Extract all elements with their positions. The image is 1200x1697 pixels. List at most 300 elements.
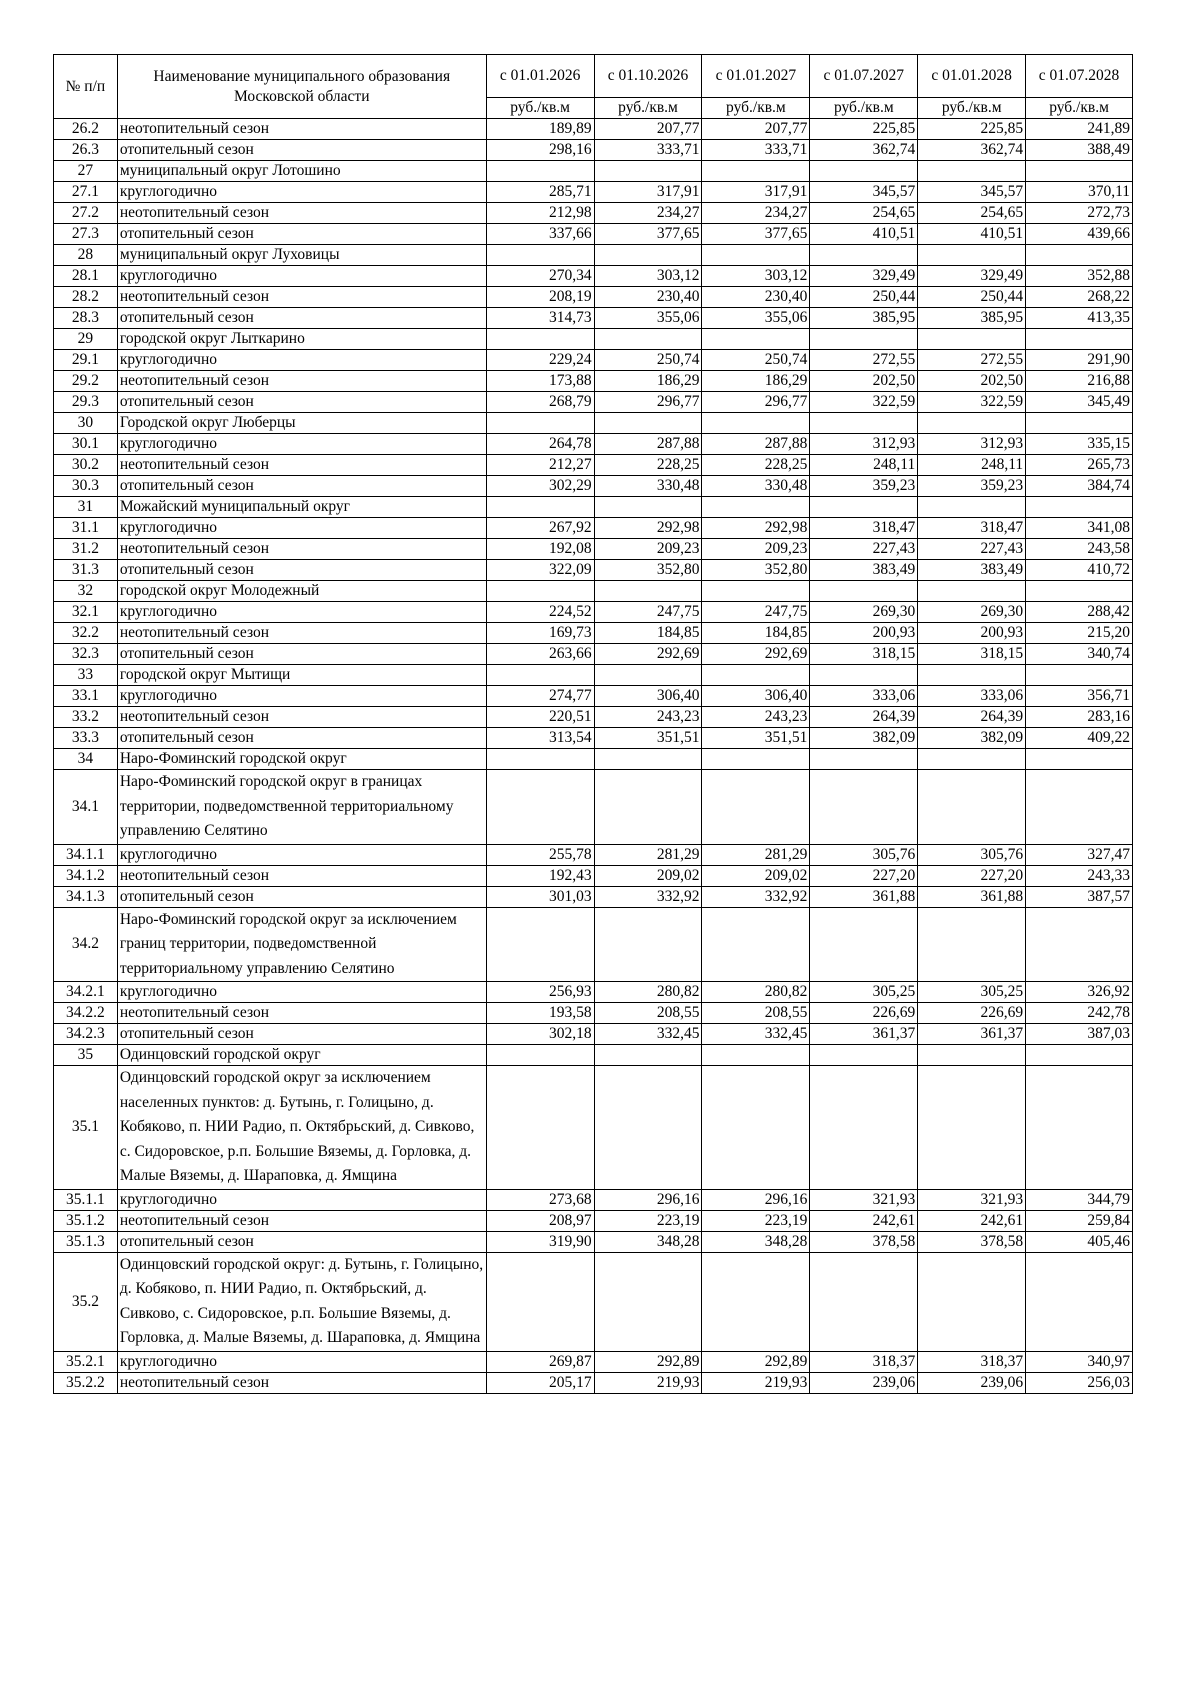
tariff-value: 377,65 xyxy=(594,224,702,245)
tariff-value: 291,90 xyxy=(1026,350,1133,371)
row-number: 32.2 xyxy=(54,623,118,644)
tariff-value: 254,65 xyxy=(918,203,1026,224)
row-name: Городской округ Люберцы xyxy=(117,413,486,434)
tariff-value xyxy=(486,245,594,266)
tariff-value: 256,03 xyxy=(1026,1372,1133,1393)
tariff-value: 405,46 xyxy=(1026,1231,1133,1252)
tariff-value xyxy=(1026,907,1133,982)
tariff-value xyxy=(702,1252,810,1351)
tariff-value xyxy=(810,413,918,434)
row-name: круглогодично xyxy=(117,686,486,707)
table-row xyxy=(54,455,1133,476)
tariff-value: 226,69 xyxy=(918,1003,1026,1024)
row-number: 30 xyxy=(54,413,118,434)
tariff-value: 370,11 xyxy=(1026,182,1133,203)
table-row xyxy=(54,224,1133,245)
tariff-value xyxy=(810,1066,918,1190)
row-name: круглогодично xyxy=(117,1351,486,1372)
tariff-value: 250,44 xyxy=(918,287,1026,308)
tariff-value: 274,77 xyxy=(486,686,594,707)
row-name: неотопительный сезон xyxy=(117,1210,486,1231)
table-row xyxy=(54,707,1133,728)
tariff-value: 302,29 xyxy=(486,476,594,497)
tariff-value xyxy=(702,1066,810,1190)
row-name: круглогодично xyxy=(117,1189,486,1210)
header-unit: руб./кв.м xyxy=(702,98,810,119)
tariff-value: 361,88 xyxy=(810,886,918,907)
table-row xyxy=(54,1003,1133,1024)
tariff-value: 317,91 xyxy=(702,182,810,203)
tariff-value: 355,06 xyxy=(594,308,702,329)
row-number: 34.1 xyxy=(54,770,118,845)
row-name: отопительный сезон xyxy=(117,1231,486,1252)
tariff-value: 270,34 xyxy=(486,266,594,287)
table-row xyxy=(54,413,1133,434)
tariff-value: 439,66 xyxy=(1026,224,1133,245)
tariff-value: 263,66 xyxy=(486,644,594,665)
tariff-value: 361,88 xyxy=(918,886,1026,907)
table-row xyxy=(54,728,1133,749)
tariff-value: 312,93 xyxy=(918,434,1026,455)
tariff-value: 333,06 xyxy=(810,686,918,707)
tariff-value: 212,27 xyxy=(486,455,594,476)
table-row xyxy=(54,119,1133,140)
tariff-value: 269,30 xyxy=(810,602,918,623)
tariff-value: 228,25 xyxy=(594,455,702,476)
table-row xyxy=(54,350,1133,371)
tariff-value: 377,65 xyxy=(702,224,810,245)
tariff-value: 305,76 xyxy=(918,844,1026,865)
tariff-value xyxy=(1026,749,1133,770)
header-unit: руб./кв.м xyxy=(1026,98,1133,119)
row-name: Наро-Фоминский городской округ xyxy=(117,749,486,770)
tariff-value xyxy=(810,329,918,350)
tariff-value xyxy=(1026,1045,1133,1066)
tariff-value: 332,45 xyxy=(594,1024,702,1045)
row-number: 35.2.2 xyxy=(54,1372,118,1393)
tariff-value: 359,23 xyxy=(918,476,1026,497)
tariff-value xyxy=(486,161,594,182)
row-number: 26.2 xyxy=(54,119,118,140)
row-number: 34.1.2 xyxy=(54,865,118,886)
row-name: городской округ Мытищи xyxy=(117,665,486,686)
row-number: 31.3 xyxy=(54,560,118,581)
tariff-value: 410,51 xyxy=(810,224,918,245)
table-row xyxy=(54,560,1133,581)
tariff-value: 272,55 xyxy=(918,350,1026,371)
table-row xyxy=(54,1252,1133,1351)
row-name: отопительный сезон xyxy=(117,644,486,665)
row-number: 28.3 xyxy=(54,308,118,329)
header-date: с 01.07.2028 xyxy=(1026,55,1133,98)
header-date: с 01.01.2026 xyxy=(486,55,594,98)
row-number: 31.2 xyxy=(54,539,118,560)
row-name: отопительный сезон xyxy=(117,728,486,749)
tariff-value xyxy=(1026,1066,1133,1190)
row-number: 29.3 xyxy=(54,392,118,413)
tariff-value: 329,49 xyxy=(918,266,1026,287)
tariff-value: 383,49 xyxy=(810,560,918,581)
tariff-value xyxy=(594,329,702,350)
tariff-value: 378,58 xyxy=(918,1231,1026,1252)
row-name: неотопительный сезон xyxy=(117,119,486,140)
tariff-value: 280,82 xyxy=(594,982,702,1003)
tariff-value: 332,92 xyxy=(594,886,702,907)
table-row xyxy=(54,266,1133,287)
table-row xyxy=(54,907,1133,982)
tariff-value: 292,69 xyxy=(702,644,810,665)
table-row xyxy=(54,886,1133,907)
row-name: неотопительный сезон xyxy=(117,455,486,476)
tariff-value: 268,22 xyxy=(1026,287,1133,308)
tariff-value: 230,40 xyxy=(594,287,702,308)
tariff-value xyxy=(918,907,1026,982)
tariff-value: 267,92 xyxy=(486,518,594,539)
tariff-value xyxy=(486,413,594,434)
row-name: отопительный сезон xyxy=(117,886,486,907)
tariff-value xyxy=(486,329,594,350)
tariff-value xyxy=(702,749,810,770)
tariff-value xyxy=(918,329,1026,350)
row-name: неотопительный сезон xyxy=(117,371,486,392)
tariff-value xyxy=(810,665,918,686)
table-row xyxy=(54,581,1133,602)
header-date: с 01.10.2026 xyxy=(594,55,702,98)
tariff-value: 200,93 xyxy=(810,623,918,644)
tariff-value: 208,97 xyxy=(486,1210,594,1231)
row-number: 32.1 xyxy=(54,602,118,623)
row-number: 35.1 xyxy=(54,1066,118,1190)
tariff-value xyxy=(810,749,918,770)
tariff-value: 322,09 xyxy=(486,560,594,581)
tariff-value: 202,50 xyxy=(918,371,1026,392)
tariff-value: 340,97 xyxy=(1026,1351,1133,1372)
tariff-value: 318,47 xyxy=(918,518,1026,539)
row-name: отопительный сезон xyxy=(117,308,486,329)
tariff-value: 385,95 xyxy=(918,308,1026,329)
row-number: 35.1.2 xyxy=(54,1210,118,1231)
row-number: 27 xyxy=(54,161,118,182)
row-number: 31.1 xyxy=(54,518,118,539)
tariff-value: 226,69 xyxy=(810,1003,918,1024)
tariff-value xyxy=(702,581,810,602)
tariff-value: 306,40 xyxy=(594,686,702,707)
tariff-value xyxy=(702,770,810,845)
row-number: 34.2.2 xyxy=(54,1003,118,1024)
table-row xyxy=(54,392,1133,413)
tariff-value: 341,08 xyxy=(1026,518,1133,539)
tariff-value: 227,20 xyxy=(810,865,918,886)
header-date: с 01.01.2027 xyxy=(702,55,810,98)
tariff-value: 242,61 xyxy=(918,1210,1026,1231)
tariff-value: 337,66 xyxy=(486,224,594,245)
tariff-value: 256,93 xyxy=(486,982,594,1003)
table-row xyxy=(54,182,1133,203)
tariff-value xyxy=(594,245,702,266)
table-row xyxy=(54,518,1133,539)
tariff-value: 305,76 xyxy=(810,844,918,865)
tariff-value xyxy=(1026,161,1133,182)
tariff-value: 242,61 xyxy=(810,1210,918,1231)
tariff-value: 239,06 xyxy=(918,1372,1026,1393)
tariff-value: 359,23 xyxy=(810,476,918,497)
tariff-value xyxy=(1026,665,1133,686)
tariff-value: 409,22 xyxy=(1026,728,1133,749)
tariff-value: 296,16 xyxy=(594,1189,702,1210)
tariff-value xyxy=(810,245,918,266)
tariff-value: 326,92 xyxy=(1026,982,1133,1003)
tariff-value: 314,73 xyxy=(486,308,594,329)
tariff-value: 296,16 xyxy=(702,1189,810,1210)
tariff-value xyxy=(486,1045,594,1066)
tariff-value: 318,47 xyxy=(810,518,918,539)
table-row xyxy=(54,245,1133,266)
tariff-value xyxy=(810,161,918,182)
tariff-value: 306,40 xyxy=(702,686,810,707)
tariff-value: 302,18 xyxy=(486,1024,594,1045)
row-name: Наро-Фоминский городской округ за исключением границ территории, подведомственной территориальному управлению Селятино xyxy=(117,907,486,982)
table-row xyxy=(54,1231,1133,1252)
tariff-value: 280,82 xyxy=(702,982,810,1003)
tariff-value: 345,57 xyxy=(810,182,918,203)
row-number: 28 xyxy=(54,245,118,266)
tariff-value: 243,33 xyxy=(1026,865,1133,886)
tariff-value: 333,06 xyxy=(918,686,1026,707)
table-row xyxy=(54,1024,1133,1045)
row-number: 27.2 xyxy=(54,203,118,224)
tariff-value: 186,29 xyxy=(594,371,702,392)
row-number: 32.3 xyxy=(54,644,118,665)
tariff-value xyxy=(594,413,702,434)
tariff-value xyxy=(810,581,918,602)
table-row xyxy=(54,1372,1133,1393)
row-number: 28.1 xyxy=(54,266,118,287)
tariff-value: 250,74 xyxy=(702,350,810,371)
tariff-value: 382,09 xyxy=(918,728,1026,749)
tariff-value: 234,27 xyxy=(594,203,702,224)
tariff-value: 272,73 xyxy=(1026,203,1133,224)
tariff-value: 189,89 xyxy=(486,119,594,140)
tariff-value xyxy=(918,1045,1026,1066)
tariff-value: 230,40 xyxy=(702,287,810,308)
tariff-value: 229,24 xyxy=(486,350,594,371)
tariff-value: 227,43 xyxy=(810,539,918,560)
row-name: городской округ Молодежный xyxy=(117,581,486,602)
tariff-value: 356,71 xyxy=(1026,686,1133,707)
row-name: круглогодично xyxy=(117,350,486,371)
tariff-value: 296,77 xyxy=(594,392,702,413)
table-row xyxy=(54,982,1133,1003)
tariff-value: 318,15 xyxy=(918,644,1026,665)
tariff-value: 273,68 xyxy=(486,1189,594,1210)
tariff-value xyxy=(918,1252,1026,1351)
table-row xyxy=(54,434,1133,455)
row-name: отопительный сезон xyxy=(117,392,486,413)
tariff-value xyxy=(918,245,1026,266)
row-name: муниципальный округ Лотошино xyxy=(117,161,486,182)
row-number: 27.3 xyxy=(54,224,118,245)
tariff-value: 413,35 xyxy=(1026,308,1133,329)
tariff-value: 292,69 xyxy=(594,644,702,665)
tariff-value: 318,37 xyxy=(918,1351,1026,1372)
tariff-value xyxy=(702,665,810,686)
tariff-value: 348,28 xyxy=(594,1231,702,1252)
row-name: неотопительный сезон xyxy=(117,1372,486,1393)
tariff-value: 243,23 xyxy=(594,707,702,728)
tariff-value: 227,20 xyxy=(918,865,1026,886)
tariff-value xyxy=(486,1252,594,1351)
tariff-value xyxy=(486,665,594,686)
table-row xyxy=(54,476,1133,497)
table-row xyxy=(54,308,1133,329)
row-number: 34.1.1 xyxy=(54,844,118,865)
row-name: неотопительный сезон xyxy=(117,1003,486,1024)
tariff-value xyxy=(594,665,702,686)
row-number: 34.1.3 xyxy=(54,886,118,907)
row-number: 35.2 xyxy=(54,1252,118,1351)
tariff-value xyxy=(486,581,594,602)
tariff-value: 207,77 xyxy=(594,119,702,140)
tariff-value: 352,80 xyxy=(594,560,702,581)
row-name: круглогодично xyxy=(117,844,486,865)
tariff-value: 362,74 xyxy=(810,140,918,161)
row-number: 34.2.1 xyxy=(54,982,118,1003)
row-number: 28.2 xyxy=(54,287,118,308)
tariff-value xyxy=(594,749,702,770)
tariff-value: 383,49 xyxy=(918,560,1026,581)
table-row xyxy=(54,770,1133,845)
tariff-value xyxy=(918,581,1026,602)
tariff-value: 287,88 xyxy=(702,434,810,455)
tariff-value xyxy=(594,161,702,182)
tariff-value: 268,79 xyxy=(486,392,594,413)
tariff-value: 234,27 xyxy=(702,203,810,224)
tariff-value: 225,85 xyxy=(810,119,918,140)
tariff-value: 292,89 xyxy=(594,1351,702,1372)
row-number: 34 xyxy=(54,749,118,770)
table-row xyxy=(54,665,1133,686)
tariff-value: 209,02 xyxy=(594,865,702,886)
tariff-value xyxy=(594,907,702,982)
tariff-value: 219,93 xyxy=(594,1372,702,1393)
tariff-value: 269,87 xyxy=(486,1351,594,1372)
tariff-value xyxy=(702,161,810,182)
tariff-value xyxy=(918,749,1026,770)
tariff-value xyxy=(918,1066,1026,1190)
tariff-value xyxy=(810,1252,918,1351)
tariff-value: 208,55 xyxy=(702,1003,810,1024)
row-name: круглогодично xyxy=(117,182,486,203)
tariff-value: 318,37 xyxy=(810,1351,918,1372)
tariff-value: 292,89 xyxy=(702,1351,810,1372)
table-row xyxy=(54,203,1133,224)
tariff-value: 281,29 xyxy=(702,844,810,865)
tariff-value xyxy=(702,1045,810,1066)
row-number: 33.2 xyxy=(54,707,118,728)
tariff-value: 239,06 xyxy=(810,1372,918,1393)
table-header xyxy=(54,55,1133,119)
tariff-value xyxy=(702,497,810,518)
table-row xyxy=(54,644,1133,665)
table-row xyxy=(54,287,1133,308)
table-row xyxy=(54,497,1133,518)
tariff-value: 283,16 xyxy=(1026,707,1133,728)
tariff-value xyxy=(1026,770,1133,845)
tariff-value: 223,19 xyxy=(702,1210,810,1231)
tariff-value xyxy=(594,497,702,518)
row-number: 34.2 xyxy=(54,907,118,982)
tariff-value: 184,85 xyxy=(702,623,810,644)
tariff-value: 281,29 xyxy=(594,844,702,865)
tariff-value: 303,12 xyxy=(702,266,810,287)
tariff-value: 387,03 xyxy=(1026,1024,1133,1045)
tariff-value: 333,71 xyxy=(594,140,702,161)
tariff-value: 250,74 xyxy=(594,350,702,371)
tariff-value xyxy=(486,770,594,845)
tariff-value xyxy=(918,770,1026,845)
tariff-value: 322,59 xyxy=(810,392,918,413)
tariff-value xyxy=(810,907,918,982)
row-name: круглогодично xyxy=(117,434,486,455)
tariff-value: 269,30 xyxy=(918,602,1026,623)
tariff-value: 333,71 xyxy=(702,140,810,161)
row-number: 35 xyxy=(54,1045,118,1066)
row-number: 29.2 xyxy=(54,371,118,392)
tariff-value: 410,72 xyxy=(1026,560,1133,581)
table-row xyxy=(54,686,1133,707)
header-unit: руб./кв.м xyxy=(918,98,1026,119)
tariff-value: 361,37 xyxy=(918,1024,1026,1045)
table-row xyxy=(54,329,1133,350)
tariff-value: 330,48 xyxy=(594,476,702,497)
tariff-value xyxy=(702,245,810,266)
row-number: 33.1 xyxy=(54,686,118,707)
tariff-value xyxy=(918,161,1026,182)
tariff-value: 243,58 xyxy=(1026,539,1133,560)
tariff-value: 352,88 xyxy=(1026,266,1133,287)
tariff-value: 209,02 xyxy=(702,865,810,886)
header-date: с 01.07.2027 xyxy=(810,55,918,98)
tariff-value: 192,43 xyxy=(486,865,594,886)
tariff-value: 265,73 xyxy=(1026,455,1133,476)
header-name: Наименование муниципального образования Московской области xyxy=(117,55,486,119)
tariff-value: 208,19 xyxy=(486,287,594,308)
row-number: 31 xyxy=(54,497,118,518)
table-row xyxy=(54,1189,1133,1210)
header-num: № п/п xyxy=(54,55,118,119)
tariff-value: 351,51 xyxy=(594,728,702,749)
tariff-value: 272,55 xyxy=(810,350,918,371)
header-unit: руб./кв.м xyxy=(594,98,702,119)
tariff-value: 327,47 xyxy=(1026,844,1133,865)
table-row xyxy=(54,865,1133,886)
tariff-value xyxy=(1026,1252,1133,1351)
row-name: отопительный сезон xyxy=(117,476,486,497)
row-number: 35.2.1 xyxy=(54,1351,118,1372)
tariff-value: 219,93 xyxy=(702,1372,810,1393)
tariff-value: 287,88 xyxy=(594,434,702,455)
tariff-value: 264,39 xyxy=(810,707,918,728)
tariff-value xyxy=(1026,329,1133,350)
row-name: Одинцовский городской округ за исключением населенных пунктов: д. Бутынь, г. Голицыно, д. Кобяково, п. НИИ Радио, п. Октябрьский, д. Сивково, с. Сидоровское, р.п. Большие Вяземы, д. Горловка, д. Малые Вяземы, д. Шараповка, д. Ямщина xyxy=(117,1066,486,1190)
tariff-value: 242,78 xyxy=(1026,1003,1133,1024)
tariff-value: 169,73 xyxy=(486,623,594,644)
tariff-value xyxy=(1026,245,1133,266)
table-row xyxy=(54,749,1133,770)
header-unit: руб./кв.м xyxy=(486,98,594,119)
tariff-value: 362,74 xyxy=(918,140,1026,161)
tariff-value xyxy=(486,497,594,518)
